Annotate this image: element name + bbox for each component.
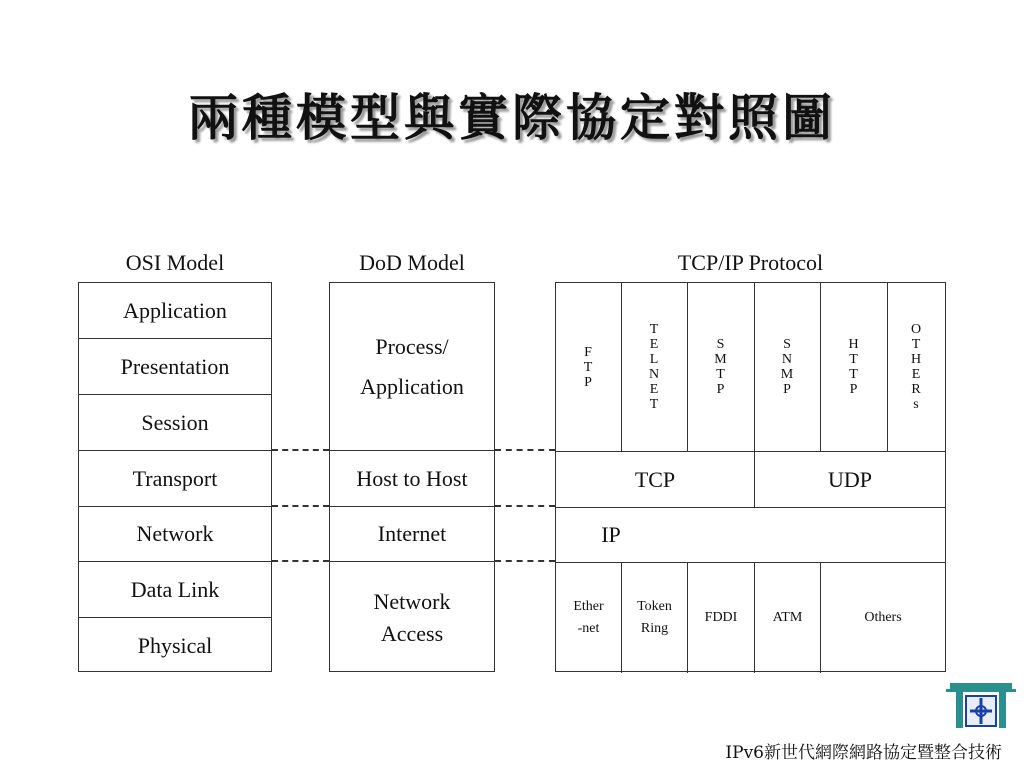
dod-model-heading: DoD Model <box>359 250 465 275</box>
connector-access-left <box>272 560 329 562</box>
osi-model-heading: OSI Model <box>125 250 225 275</box>
link-band <box>556 562 945 673</box>
protocol-smtp <box>688 283 755 451</box>
protocol-ftp <box>556 283 622 451</box>
protocol-link-others: Others <box>864 610 902 625</box>
protocol-token-ring <box>622 563 688 673</box>
osi-layer-presentation: Presentation <box>79 339 271 395</box>
internet-band <box>556 507 945 562</box>
dod-model-stack <box>329 282 495 672</box>
protocol-others <box>888 283 945 451</box>
protocol-snmp-label: S N M P <box>780 337 795 397</box>
dod-application-label: Application <box>360 373 464 399</box>
protocol-fddi: FDDI <box>688 563 755 673</box>
protocol-ftp-label: F T P <box>583 344 594 390</box>
footer-course-title: IPv6新世代網際網路協定暨整合技術 <box>725 743 1002 763</box>
ethernet-line1: Ether <box>573 599 604 614</box>
dod-access-label: Access <box>380 620 444 646</box>
connector-transport-left <box>272 449 329 451</box>
protocol-ip: IP <box>601 522 621 547</box>
osi-layer-transport: Transport <box>79 451 271 507</box>
osi-model-stack <box>78 282 272 672</box>
protocol-atm: ATM <box>755 563 821 673</box>
protocol-udp: UDP <box>827 466 872 492</box>
connector-internet-right <box>495 505 555 507</box>
osi-layer-data-link: Data Link <box>79 562 271 618</box>
dod-network-label: Network <box>373 588 451 614</box>
dod-layer-process-application <box>330 283 494 451</box>
protocol-http-label: H T T P <box>848 337 860 397</box>
connector-internet-left <box>272 505 329 507</box>
dod-layer-internet: Internet <box>330 507 494 562</box>
protocol-ethernet <box>556 563 622 673</box>
protocol-others-label: O T H E R s <box>910 322 923 412</box>
token-ring-line1: Token <box>637 599 672 614</box>
university-logo-icon <box>946 680 1016 730</box>
protocol-snmp <box>755 283 821 451</box>
connector-access-right <box>495 560 555 562</box>
protocol-smtp-label: S M T P <box>714 337 728 397</box>
osi-layer-application: Application <box>79 283 271 339</box>
connector-transport-right <box>495 449 555 451</box>
dod-process-label: Process/ <box>375 333 449 359</box>
protocol-telnet <box>622 283 688 451</box>
transport-band <box>556 451 945 507</box>
dod-layer-network-access <box>330 562 494 673</box>
protocol-http <box>821 283 888 451</box>
tcpip-protocol-stack <box>555 282 946 672</box>
slide-title: 兩種模型與實際協定對照圖 <box>188 88 836 147</box>
osi-layer-physical: Physical <box>137 632 213 658</box>
protocol-tcp: TCP <box>556 452 755 507</box>
protocol-telnet-label: T E L N E T <box>648 322 661 412</box>
token-ring-line2: Ring <box>640 621 669 636</box>
osi-layer-network: Network <box>79 507 271 562</box>
ethernet-line2: -net <box>577 621 600 636</box>
osi-layer-session: Session <box>79 395 271 451</box>
dod-layer-host-to-host: Host to Host <box>330 451 494 507</box>
tcpip-protocol-heading: TCP/IP Protocol <box>677 250 824 275</box>
